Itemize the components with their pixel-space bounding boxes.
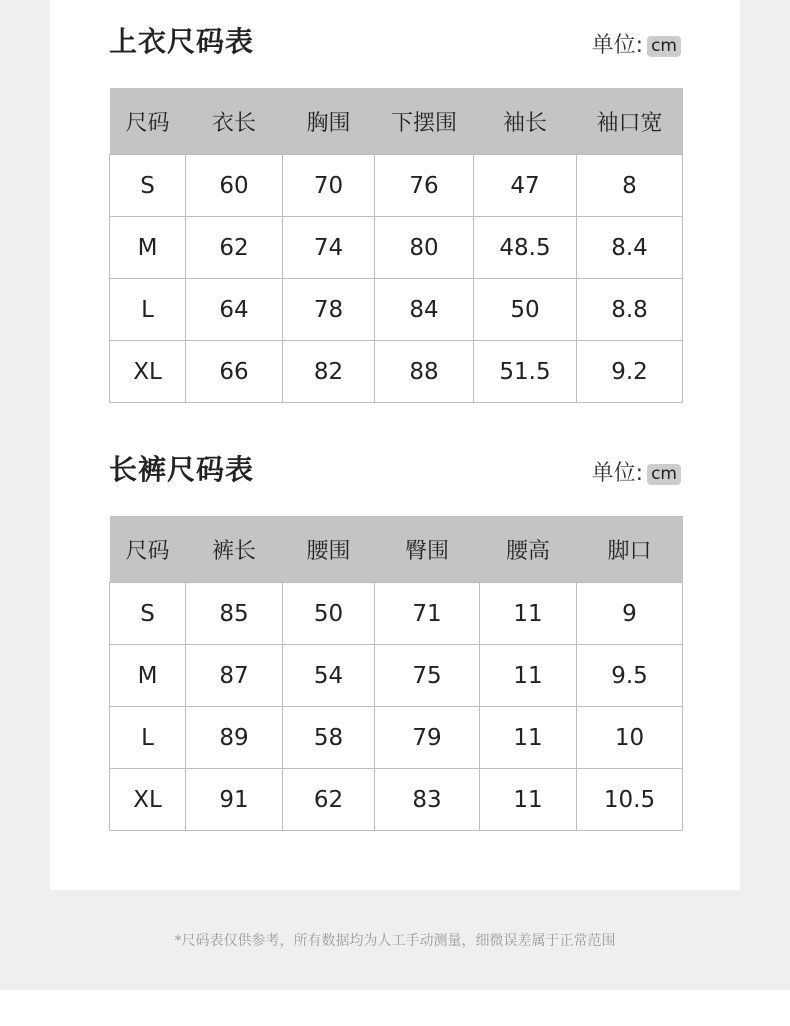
table-cell: XL <box>110 769 186 831</box>
table-cell: 64 <box>186 279 283 341</box>
column-header: 腰围 <box>283 516 375 583</box>
table-cell: 87 <box>186 645 283 707</box>
table-cell: XL <box>110 341 186 403</box>
column-header: 臀围 <box>375 516 480 583</box>
table-cell: 8.8 <box>577 279 683 341</box>
disclaimer-footnote: *尺码表仅供参考，所有数据均为人工手动测量，细微误差属于正常范围 <box>174 933 616 949</box>
table-cell: 10.5 <box>577 769 683 831</box>
table-row <box>110 583 683 645</box>
table-row <box>110 341 683 403</box>
table-cell: 47 <box>474 155 577 217</box>
table-row <box>110 769 683 831</box>
pants-size-table <box>109 516 683 831</box>
table-row <box>110 155 683 217</box>
table-cell: 76 <box>375 155 474 217</box>
table-header-row <box>110 88 683 155</box>
table-cell: 89 <box>186 707 283 769</box>
column-header: 尺码 <box>110 88 186 155</box>
table-cell: 11 <box>480 707 577 769</box>
table-cell: 78 <box>283 279 375 341</box>
table-cell: 54 <box>283 645 375 707</box>
table-cell: S <box>110 583 186 645</box>
unit-text: 单位: <box>591 461 644 486</box>
table-cell: 62 <box>186 217 283 279</box>
column-header: 下摆围 <box>375 88 474 155</box>
top-size-chart-title: 上衣尺码表 <box>109 25 255 58</box>
table-cell: 51.5 <box>474 341 577 403</box>
table-header-row <box>110 516 683 583</box>
table-cell: 9.5 <box>577 645 683 707</box>
table-cell: 48.5 <box>474 217 577 279</box>
table-cell: 11 <box>480 583 577 645</box>
column-header: 腰高 <box>480 516 577 583</box>
table-cell: 8 <box>577 155 683 217</box>
unit-badge: cm <box>647 464 681 485</box>
top-size-table <box>109 88 683 403</box>
column-header: 袖长 <box>474 88 577 155</box>
column-header: 尺码 <box>110 516 186 583</box>
table-cell: 85 <box>186 583 283 645</box>
table-cell: 58 <box>283 707 375 769</box>
table-cell: 10 <box>577 707 683 769</box>
table-cell: 9.2 <box>577 341 683 403</box>
table-cell: 66 <box>186 341 283 403</box>
column-header: 袖口宽 <box>577 88 683 155</box>
table-cell: L <box>110 707 186 769</box>
column-header: 衣长 <box>186 88 283 155</box>
table-cell: 80 <box>375 217 474 279</box>
table-cell: 70 <box>283 155 375 217</box>
pants-size-chart-title: 长裤尺码表 <box>109 453 255 486</box>
table-cell: 9 <box>577 583 683 645</box>
table-cell: 8.4 <box>577 217 683 279</box>
table-cell: L <box>110 279 186 341</box>
table-row <box>110 645 683 707</box>
table-cell: 62 <box>283 769 375 831</box>
table-cell: S <box>110 155 186 217</box>
table-cell: 91 <box>186 769 283 831</box>
table-cell: 50 <box>283 583 375 645</box>
table-cell: 71 <box>375 583 480 645</box>
pants-unit-label <box>592 463 681 485</box>
unit-badge: cm <box>647 36 681 57</box>
table-cell: 11 <box>480 645 577 707</box>
table-cell: 50 <box>474 279 577 341</box>
table-cell: 83 <box>375 769 480 831</box>
table-row <box>110 279 683 341</box>
table-cell: 82 <box>283 341 375 403</box>
unit-text: 单位: <box>591 33 644 58</box>
column-header: 胸围 <box>283 88 375 155</box>
table-cell: 11 <box>480 769 577 831</box>
table-cell: M <box>110 645 186 707</box>
table-cell: 88 <box>375 341 474 403</box>
column-header: 裤长 <box>186 516 283 583</box>
top-unit-label <box>592 35 681 57</box>
table-row <box>110 707 683 769</box>
table-cell: 75 <box>375 645 480 707</box>
table-cell: 74 <box>283 217 375 279</box>
table-cell: 84 <box>375 279 474 341</box>
column-header: 脚口 <box>577 516 683 583</box>
table-row <box>110 217 683 279</box>
table-cell: 79 <box>375 707 480 769</box>
table-cell: 60 <box>186 155 283 217</box>
table-cell: M <box>110 217 186 279</box>
